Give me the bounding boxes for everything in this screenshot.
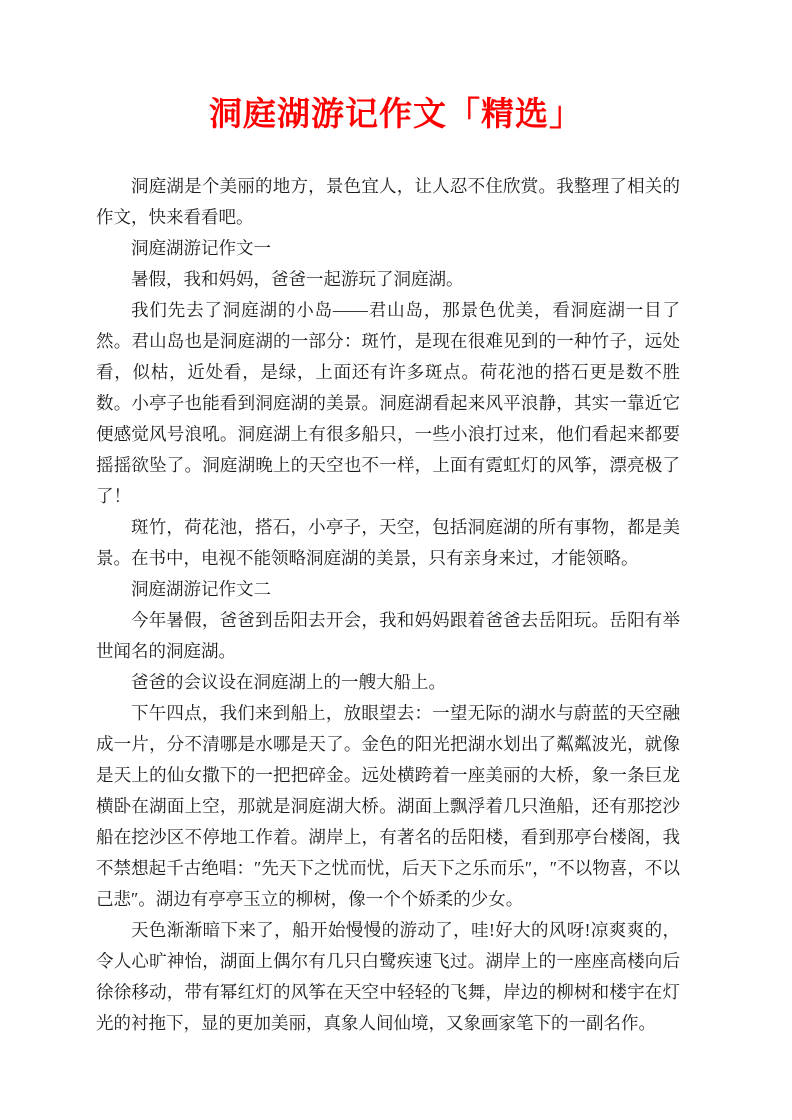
essay1-paragraph-1: 暑假，我和妈妈，爸爸一起游玩了洞庭湖。 [131,269,464,289]
document-body [96,171,680,1039]
essay2-paragraph-2: 爸爸的会议设在洞庭湖上的一艘大船上。 [131,672,446,692]
essay2-paragraph-1: 今年暑假，爸爸到岳阳去开会，我和妈妈跟着爸爸去岳阳玩。岳阳有举世闻名的洞庭湖。 [96,610,680,661]
essay1-paragraph-3: 斑竹，荷花池，搭石，小亭子，天空，包括洞庭湖的所有事物，都是美景。在书中，电视不能领略洞庭湖的美景，只有亲身来过，才能领略。 [96,517,680,568]
section-heading-essay-2: 洞庭湖游记作文二 [131,579,271,599]
document-title: 洞庭湖游记作文「精选」 [209,95,583,132]
essay2-paragraph-4: 天色渐渐暗下来了，船开始慢慢的游动了，哇!好大的风呀!凉爽爽的，令人心旷神怡，湖面上偶尔有几只白鹭疾速飞过。湖岸上的一座座高楼向后徐徐移动，带有幂红灯的风筝在天空中轻轻的飞舞，岸边的柳树和楼宇在灯光的衬拖下，显的更加美丽，真象人间仙境，又象画家笔下的一副名作。 [96,920,680,1033]
section-heading-essay-1: 洞庭湖游记作文一 [131,238,271,258]
essay2-paragraph-3: 下午四点，我们来到船上，放眼望去：一望无际的湖水与蔚蓝的天空融成一片，分不清哪是水哪是天了。金色的阳光把湖水划出了粼粼波光，就像是天上的仙女撒下的一把把碎金。远处横跨着一座美丽的大桥，象一条巨龙横卧在湖面上空，那就是洞庭湖大桥。湖面上飘浮着几只渔船，还有那挖沙船在挖沙区不停地工作着。湖岸上，有著名的岳阳楼，看到那亭台楼阁，我不禁想起千古绝唱：″先天下之忧而忧，后天下之乐而乐″，″不以物喜，不以己悲″。湖边有亭亭玉立的柳树，像一个个娇柔的少女。 [96,703,680,909]
intro-paragraph: 洞庭湖是个美丽的地方，景色宜人，让人忍不住欣赏。我整理了相关的作文，快来看看吧。 [96,176,680,227]
essay1-paragraph-2: 我们先去了洞庭湖的小岛——君山岛，那景色优美，看洞庭湖一目了然。君山岛也是洞庭湖的一部分：斑竹，是现在很难见到的一种竹子，远处看，似枯，近处看，是绿，上面还有许多斑点。荷花池的搭石更是数不胜数。小亭子也能看到洞庭湖的美景。洞庭湖看起来风平浪静，其实一靠近它便感觉风号浪吼。洞庭湖上有很多船只，一些小浪打过来，他们看起来都要摇摇欲坠了。洞庭湖晚上的天空也不一样，上面有霓虹灯的风筝，漂亮极了了！ [96,300,680,506]
